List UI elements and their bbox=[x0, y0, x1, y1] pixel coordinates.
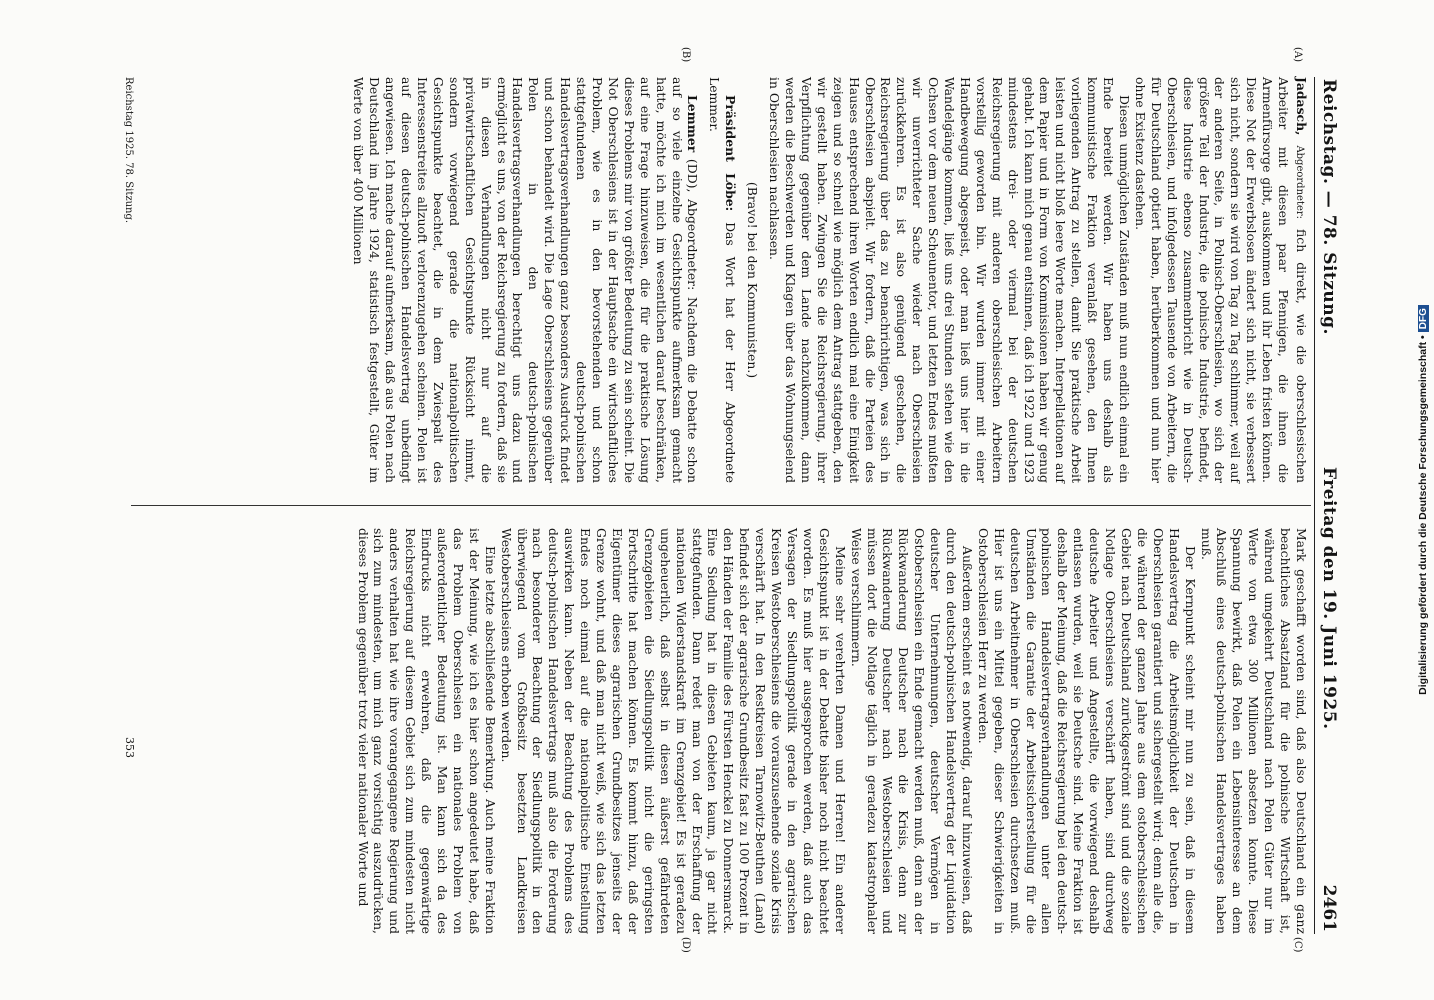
paragraph: Mark geschafft worden sind, daß also Deutschland ein ganz beachtliches Absatzland für die polnische Wirtschaft ist, während umgekehrt Deutschland nach Polen Güter nur im Werte von etwa 300 Millionen absetzen konnte. Diese Spannung bewirkt, daß Polen ein Lebensinteresse an dem Abschluß eines deutsch-polnischen Handelsvertrages haben muß. bbox=[1198, 528, 1309, 934]
dfg-logo: DFG bbox=[1418, 305, 1429, 332]
paragraph: Der Kernpunkt scheint mir nun zu sein, daß in diesem Handelsvertrag die Arbeitsmöglichkeit der Deutschen in Oberschlesien garantiert und sichergestellt wird; denn alle die, die während der ganzen Jahre aus dem ostoberschlesischen Gebiet nach Deutschland zurückgeströmt sind und die soziale Notlage Oberschlesiens verschärft haben, sind durchweg deutsche Arbeiter und Angestellte, die vorwiegend deshalb entlassen wurden, weil sie Deutsche sind. Meine Fraktion ist deshalb der Meinung, daß die Reichsregierung bei den deutsch-polnischen Handelsvertragsverhandlungen unter allen Umständen die Garantie der Arbeitssicherstellung für die deutschen Arbeitnehmer in Oberschlesien durchsetzen muß. Hier ist uns ein Mittel gegeben, dieser Schwierigkeiten in Ostoberschlesien Herr zu werden. bbox=[975, 528, 1198, 934]
paragraph: Meine sehr verehrten Damen und Herren! Ein anderer Gesichtspunkt ist in der Debatte bisher noch nicht beachtet worden. Es muß hier ausgesprochen werden, daß auch das Versagen der Siedlungspolitik gerade in den agrarischen Kreisen Westoberschlesiens die vorauszusehende soziale Krisis verschärft hat. In den Restkreisen Tarnowitz-Beuthen (Land) befindet sich der agrarische Grundbesitz fast zu 100 Prozent in den Händen der Familie des Fürsten Henckel zu Donnersmarck. Eine Siedlung hat in diesen Gebieten kaum, ja gar nicht stattgefunden. Dann redet man von der Erschaffung der nationalen Widerstandskraft im Grenzgebiet! Es ist geradezu ungeheuerlich, daß selbst in diesen äußerst gefährdeten Grenzgebieten die Siedlungspolitik nicht die geringsten Fortschritte hat machen können. Es kommt hinzu, daß der Eigentümer dieses agrarischen Grundbesitzes jenseits der Grenze wohnt, und daß man nicht weiß, wie sich das letzten Endes noch einmal auf die nationalpolitische Einstellung auswirken kann. Neben der Beachtung des Problems des deutsch-polnischen Handelsvertrags muß also die Forderung nach besonderer Beachtung der Siedlungspolitik in den überwiegend vom Großbesitz besetzten Landkreisen Westoberschlesiens erhoben werden. bbox=[498, 528, 848, 934]
margin-letter-d: (D) bbox=[680, 937, 691, 953]
lemmer-text: (DD), Abgeordneter: Nachdem die Debatte schon auf so viele einzelne Gesichtspunkte aufmerksam gemacht hatte, möchte ich mich im wesentlichen darauf beschränken, auf eine Frage hinzuweisen, die für die praktische Lösung dieses Problems mir von größter Bedeutung zu sein scheint. Die Not Oberschlesiens ist in der Hauptsache ein wirtschaftliches Problem, wie es in den bevorstehenden und schon stattgefundenen deutsch-polnischen Handelsvertragsverhandlungen ganz besonders Ausdruck findet und schon behandelt wird. Die Lage Oberschlesiens gegenüber Polen in den deutsch-polnischen Handelsvertragsverhandlungen berechtigt uns dazu und ermöglicht es uns, von der Reichsregierung zu fordern, daß sie in diesen Verhandlungen nicht nur auf die privatwirtschaftlichen Gesichtspunkte Rücksicht nimmt, sondern vorwiegend gerade die nationalpolitischen Gesichtspunkte beachtet, die in dem Zwiespalt des Interessenstreites allzuoft verlorenzugehen scheinen. Polen ist auf diesen deutsch-polnischen Handelsvertrag unbedingt angewiesen. Ich mache darauf aufmerksam, daß aus Polen nach Deutschland im Jahre 1924, statistisch festgestellt, Güter im Werte von über 400 Millionen bbox=[351, 77, 701, 483]
page-number-top: 2461 bbox=[1319, 884, 1339, 932]
page-header bbox=[1311, 77, 1341, 934]
paragraph bbox=[706, 77, 738, 483]
lemmer-name: Lemmer bbox=[685, 95, 701, 153]
paragraph bbox=[1132, 77, 1309, 483]
header-left: Reichstag. — 78. Sitzung. bbox=[1319, 79, 1339, 335]
margin-letter-c: (C) bbox=[1292, 937, 1303, 953]
interjection: (Bravo! bei den Kommunisten.) bbox=[745, 181, 761, 379]
margin-letter-b: (B) bbox=[680, 47, 691, 63]
president-name: Präsident Löbe: bbox=[723, 95, 739, 212]
header-center: Freitag den 19. Juni 1925. bbox=[1319, 467, 1339, 730]
president-text: Das Wort hat der Herr Abgeordnete Lemmer. bbox=[707, 77, 739, 483]
page-number-bottom: 353 bbox=[123, 737, 136, 758]
margin-letter-a: (A) bbox=[1292, 47, 1303, 63]
paragraph bbox=[351, 77, 701, 483]
paragraph: Außerdem erscheint es notwendig, darauf hinzuweisen, daß durch den deutsch-polnischen Handelsvertrag der Liquidation deutscher Unternehmungen, deutscher Vermögen in Ostoberschlesien ein Ende gemacht werden muß, denn an der Rückwanderung Deutscher nach die Krisis, denn zur Rückwanderung Deutscher nach Westoberschlesien und müssen dort die Notlage täglich in geradezu katastrophaler Weise verschlimmern. bbox=[848, 528, 975, 934]
paragraph: Diesen unmöglichen Zuständen muß nun endlich einmal ein Ende bereitet werden. Wir haben uns deshalb als kommunistische Fraktion veranlaßt gesehen, den Ihnen vorliegenden Antrag zu stellen, damit Sie praktische Arbeit leisten und nicht bloß leere Worte machen. Interpellationen auf dem Papier und in Form von Kommissionen haben wir genug gehabt. Ich kann mich genau entsinnen, daß ich 1922 und 1923 mindestens drei- oder viermal bei der deutschen Reichsregierung mit anderen oberschlesischen Arbeitern vorstellig geworden bin. Wir wurden immer mit einer Handbewegung abgespeist, oder man ließ uns hier in die Wandelgänge kommen, ließ uns drei Stunden stehen wie den Ochsen vor dem neuen Scheunentor, und letzten Endes mußten wir unverrichteter Sache wieder nach Oberschlesien zurückkehren. Es ist also genügend geschehen, die Reichsregierung über das zu benachrichtigen, was sich in Oberschlesien abspielt. Wir fordern, daß die Parteien des Hauses entsprechend ihren Worten endlich mal eine Einigkeit zeigen und so schnell wie möglich dem Antrag stattgeben, den wir gestellt haben. Zwingen Sie die Reichsregierung, ihrer Verpflichtung gegenüber dem Lande nachzukommen, dann werden die Beschwerden und Klagen über das Wohnungselend in Oberschlesien nachlassen. bbox=[767, 77, 1133, 483]
right-column bbox=[355, 528, 1309, 934]
header-rule bbox=[1314, 77, 1315, 934]
digitization-note bbox=[1417, 110, 1431, 890]
speaker-name: Jadasch, bbox=[1294, 77, 1309, 136]
column-divider bbox=[131, 505, 1311, 506]
left-column bbox=[351, 77, 1309, 483]
speaker-role: Abgeordneter: bbox=[1294, 145, 1305, 220]
paragraph: Eine letzte abschließende Bemerkung. Auch meine Fraktion ist der Meinung, wie ich es hier schon angedeutet habe, daß das Problem Oberschlesien ein nationales Problem von außerordentlicher Bedeutung ist. Man kann sich da des Eindrucks nicht erwehren, daß die gegenwärtige Reichsregierung auf diesem Gebiet sich zum mindesten nicht anders verhalten hat wie ihre vorangegangene Regierung und sich zum mindesten, um mich ganz vorsichtig auszudrücken, dieses Problem gegenüber trotz vieler nationaler Worte und bbox=[355, 528, 498, 934]
rotated-page-content bbox=[114, 47, 1341, 953]
paragraph-text: fich direkt, wie die oberschlesischen Arbeiter mit diesen paar Pfennigen, die ihnen die Armenfürsorge gibt, auskommen und ihr Leben fristen können. Diese Not der Erwerbslosen ändert sich nicht, sie verbessert sich nicht, sondern sie wird von Tag zu Tag schlimmer, weil auf der anderen Seite, in Polnisch-Oberschlesien, wo sich der größere Teil der Industrie, die polnische Industrie, befindet, diese Industrie ebenso zusammenbricht wie in Deutsch-Oberschlesien, und infolgedessen Tausende von Arbeitern, die für Deutschland optiert haben, herüberkommen und nun hier ohne Existenz dastehen. bbox=[1132, 77, 1309, 483]
page-footer: Reichstag 1925. 78. Sitzung. bbox=[123, 77, 134, 224]
digitization-text: Digitalisierung gefördert durch die Deutsche Forschungsgemeinschaft • bbox=[1417, 335, 1429, 695]
